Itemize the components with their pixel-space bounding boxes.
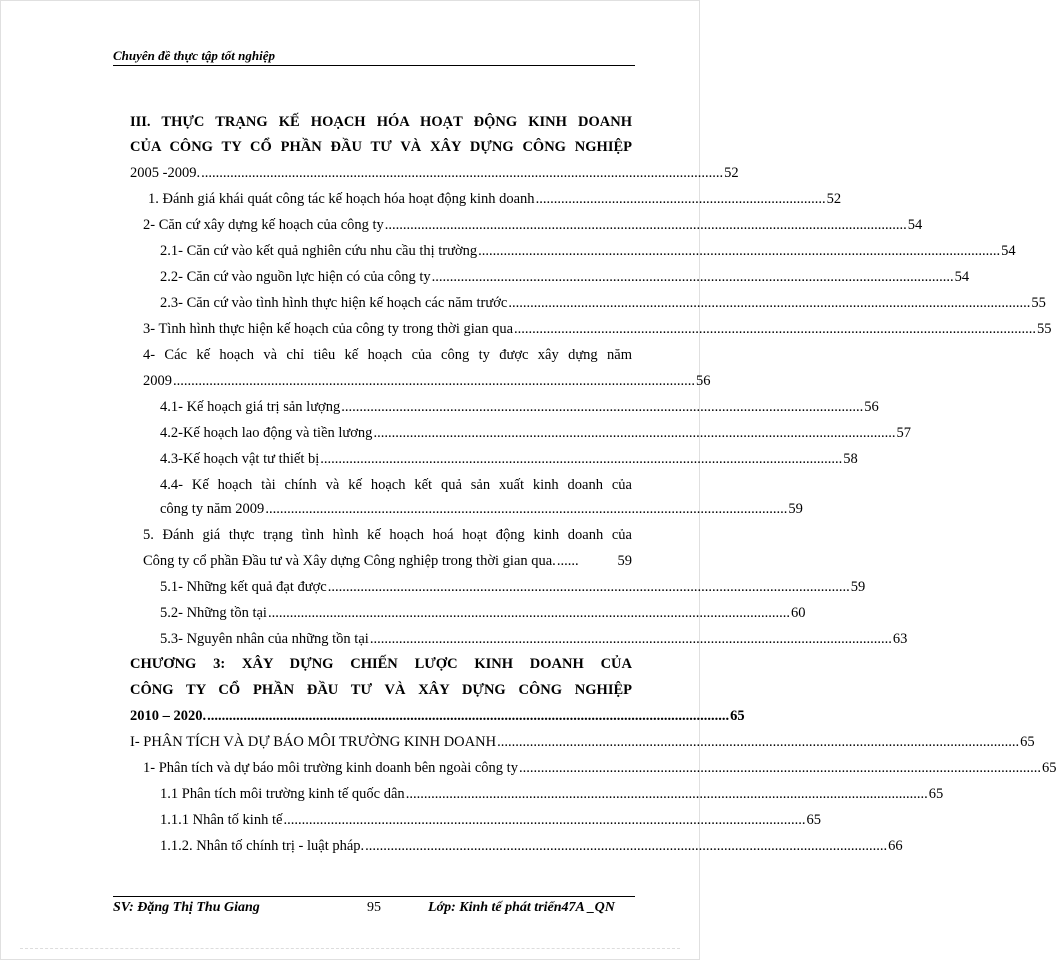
toc-item-label: Công ty cổ phần Đầu tư và Xây dựng Công nghiệp trong thời gian qua.	[143, 553, 556, 569]
dot-leader: ................................................................................................................................................	[369, 631, 892, 647]
toc-page-number: 54	[907, 217, 923, 233]
toc-item	[143, 370, 711, 392]
toc-page-number: 52	[724, 165, 739, 181]
toc-item	[143, 318, 1052, 340]
dot-leader: ................................................................................................................................................	[508, 295, 1031, 311]
toc-page-number: 57	[896, 425, 911, 441]
dot-leader: ................................................................................................................................................	[173, 373, 695, 389]
toc-item-label: 1. Đánh giá khái quát công tác kế hoạch hóa hoạt động kinh doanh	[148, 191, 535, 207]
dot-leader: ................................................................................................................................................	[497, 734, 1020, 750]
dot-leader: ......	[556, 553, 579, 569]
toc-item	[160, 835, 903, 857]
toc-item-5-line1: 5. Đánh giá thực trạng tình hình kế hoạch hoá hoạt động kinh doanh của	[143, 527, 632, 543]
toc-item-4-4-line1: 4.4- Kế hoạch tài chính và kế hoạch kết quả sản xuất kinh doanh của	[160, 477, 632, 493]
toc-chapter-3-years: 2010 – 2020.	[130, 708, 207, 724]
toc-item-label: 2.3- Căn cứ vào tình hình thực hiện kế hoạch các năm trước	[160, 295, 508, 311]
dot-leader: ................................................................................	[535, 191, 826, 207]
dot-leader: ................................................................................................................................................	[265, 501, 788, 517]
toc-page-number: 66	[888, 838, 903, 854]
toc-item-label: 2.2- Căn cứ vào nguồn lực hiện có của công ty	[160, 269, 431, 285]
toc-page-number: 54	[954, 269, 970, 285]
toc-item	[160, 809, 821, 831]
dot-leader: ................................................................................................................................................	[518, 760, 1041, 776]
toc-item-label: 5.2- Những tồn tại	[160, 605, 267, 621]
toc-item	[160, 498, 803, 520]
toc-item	[160, 783, 944, 805]
toc-page-number: 65	[1020, 734, 1035, 750]
footer-class: Lớp: Kinh tế phát triển47A _QN	[428, 900, 615, 915]
toc-item	[160, 240, 1016, 262]
dot-leader: ................................................................................................................................................	[478, 243, 1001, 259]
toc-page-number: 55	[1037, 321, 1052, 337]
toc-item	[143, 214, 923, 236]
toc-page-number: 65	[1041, 760, 1056, 776]
toc-item	[160, 422, 911, 444]
toc-item	[143, 757, 1056, 779]
dot-leader: ................................................................................................................................................	[320, 451, 843, 467]
toc-section-3-line2: CỦA CÔNG TY CỔ PHẦN ĐẦU TƯ VÀ XÂY DỰNG CÔNG NGHIỆP	[130, 139, 632, 155]
toc-page-number: 52	[826, 191, 842, 207]
header-title: Chuyên đề thực tập tốt nghiệp	[113, 48, 275, 63]
toc-page-number: 59	[617, 553, 632, 569]
toc-item-label: 4.1- Kế hoạch giá trị sản lượng	[160, 399, 341, 415]
toc-page-number: 59	[788, 501, 803, 517]
toc-page-number: 65	[806, 812, 821, 828]
toc-item-4-line1: 4- Các kế hoạch và chỉ tiêu kế hoạch của công ty được xây dựng năm	[143, 347, 632, 363]
toc-item-label: 5.3- Nguyên nhân của những tồn tại	[160, 631, 369, 647]
toc-page-number: 56	[696, 373, 711, 389]
toc-section	[130, 731, 1035, 753]
toc-item-label: 4.3-Kế hoạch vật tư thiết bị	[160, 451, 320, 467]
toc-item	[143, 550, 632, 572]
toc-chapter-3-line1: CHƯƠNG 3: XÂY DỰNG CHIẾN LƯỢC KINH DOANH CỦA	[130, 656, 632, 672]
dot-leader: ................................................................................................................................................	[373, 425, 896, 441]
toc-page-number: 55	[1031, 295, 1046, 311]
toc-item-label: 5.1- Những kết quả đạt được	[160, 579, 327, 595]
toc-page-number: 65	[730, 708, 745, 724]
footer-page-number: 95	[367, 900, 381, 915]
dot-leader: ................................................................................................................................................	[365, 838, 888, 854]
toc-item-label: 4.2-Kế hoạch lao động và tiền lương	[160, 425, 373, 441]
dot-leader: ................................................................................................................................................	[514, 321, 1037, 337]
toc-item-label: 1.1.1 Nhân tố kinh tế	[160, 812, 283, 828]
toc-item	[160, 448, 858, 470]
toc-item	[160, 396, 879, 418]
footer-rule	[113, 896, 635, 897]
toc-section-3-line1: III. THỰC TRẠNG KẾ HOẠCH HÓA HOẠT ĐỘNG KINH DOANH	[130, 114, 632, 130]
page-bottom-edge	[20, 948, 680, 949]
toc-page-number: 58	[843, 451, 858, 467]
toc-chapter-3-line3	[130, 705, 745, 727]
dot-leader: ................................................................................................................................................	[341, 399, 864, 415]
dot-leader: ................................................................................................................................................	[327, 579, 850, 595]
toc-item	[160, 266, 970, 288]
toc-item	[160, 576, 866, 598]
toc-item-label: 1.1 Phân tích môi trường kinh tế quốc dân	[160, 786, 405, 802]
toc-item-label: 2- Căn cứ xây dựng kế hoạch của công ty	[143, 217, 384, 233]
footer-student: SV: Đặng Thị Thu Giang	[113, 900, 260, 915]
toc-page-number: 59	[850, 579, 866, 595]
toc-item-label: 3- Tình hình thực hiện kế hoạch của công ty trong thời gian qua	[143, 321, 514, 337]
dot-leader: ................................................................................................................................................	[201, 165, 724, 181]
dot-leader: ................................................................................................................................................	[207, 708, 730, 724]
toc-section-3-year: 2005 -2009.	[130, 165, 201, 181]
dot-leader: ................................................................................................................................................	[405, 786, 928, 802]
toc-page-number: 54	[1001, 243, 1016, 259]
dot-leader: ................................................................................................................................................	[431, 269, 954, 285]
toc-item	[160, 602, 806, 624]
toc-page-number: 60	[790, 605, 806, 621]
toc-item-label: 1.1.2. Nhân tố chính trị - luật pháp.	[160, 838, 365, 854]
toc-item	[148, 188, 842, 210]
toc-page-number: 63	[892, 631, 908, 647]
toc-item-label: công ty năm 2009	[160, 501, 265, 517]
toc-item-label: 1- Phân tích và dự báo môi trường kinh doanh bên ngoài công ty	[143, 760, 518, 776]
toc-item-label: 2009	[143, 373, 172, 389]
toc-item	[160, 292, 1046, 314]
toc-item	[160, 628, 908, 650]
toc-section-label: I- PHÂN TÍCH VÀ DỰ BÁO MÔI TRƯỜNG KINH DOANH	[130, 734, 497, 750]
dot-leader: ................................................................................................................................................	[267, 605, 790, 621]
toc-page-number: 65	[928, 786, 944, 802]
dot-leader: ................................................................................................................................................	[384, 217, 907, 233]
toc-page-number: 56	[864, 399, 879, 415]
toc-item-label: 2.1- Căn cứ vào kết quả nghiên cứu nhu cầu thị trường	[160, 243, 478, 259]
toc-chapter-3-line2: CÔNG TY CỔ PHẦN ĐẦU TƯ VÀ XÂY DỰNG CÔNG NGHIỆP	[130, 682, 632, 698]
toc-section-3-line3	[130, 162, 739, 184]
dot-leader: ................................................................................................................................................	[283, 812, 806, 828]
